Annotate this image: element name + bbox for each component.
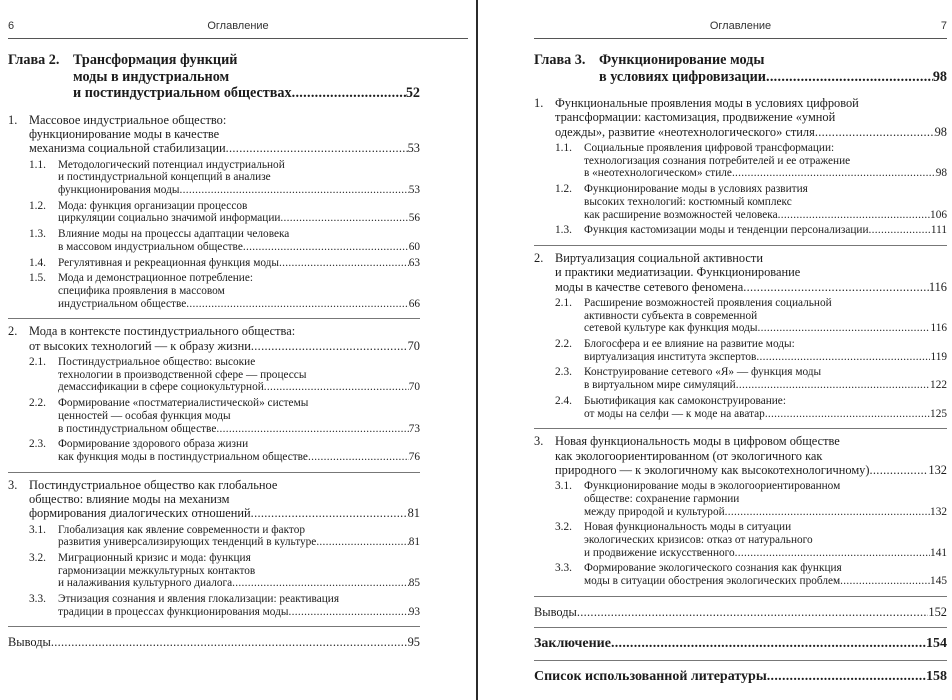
page-number: 6 xyxy=(8,20,15,32)
page-ref: 111 xyxy=(930,224,947,237)
entry-title: Формирование здорового образа жизни xyxy=(58,438,249,451)
subsection-number: 2.1. xyxy=(555,296,572,309)
dot-leader xyxy=(815,125,935,139)
toc-subsection[interactable] xyxy=(555,395,947,420)
entry-title: циркуляции социально значимой информации xyxy=(58,212,281,225)
entry-title: виртуализация института экспертов xyxy=(584,350,757,363)
entry-title: механизма социальной стабилизации xyxy=(29,141,226,156)
entry-body xyxy=(599,52,947,85)
entry-title: Функционирование моды xyxy=(599,52,765,68)
toc-subsection[interactable] xyxy=(555,562,947,587)
toc-subsection[interactable] xyxy=(29,356,420,394)
table-of-contents xyxy=(534,52,947,685)
subsection-number: 1.5. xyxy=(29,272,46,285)
toc-line xyxy=(555,280,947,294)
dot-leader xyxy=(778,209,930,222)
page-ref: 81 xyxy=(407,506,420,521)
entry-title: между природой и культурой xyxy=(584,505,725,518)
toc-line xyxy=(584,224,947,237)
entry-body xyxy=(584,480,947,518)
page-ref: 70 xyxy=(408,381,420,394)
conclusions-entry[interactable] xyxy=(8,635,420,649)
entry-title: индустриальном обществе xyxy=(58,297,187,310)
section-divider xyxy=(534,596,947,597)
toc-section[interactable] xyxy=(534,251,947,294)
entry-body xyxy=(584,366,947,391)
toc-line xyxy=(584,506,947,519)
entry-body xyxy=(58,159,420,197)
entry-body xyxy=(58,397,420,435)
toc-subsection[interactable] xyxy=(555,297,947,335)
toc-subsection[interactable] xyxy=(555,480,947,518)
entry-title: моды в качестве сетевого феномена xyxy=(555,279,744,294)
section-number: 1. xyxy=(8,112,18,127)
section-number: 3. xyxy=(8,477,18,492)
entry-body xyxy=(29,113,420,156)
section-divider xyxy=(534,245,947,246)
section-divider xyxy=(8,626,420,627)
toc-line xyxy=(58,241,420,254)
dot-leader xyxy=(735,547,930,560)
header-title: Оглавление xyxy=(207,20,269,32)
entry-title: Мода в контексте постиндустриального общества: xyxy=(29,324,296,339)
subsection-number: 3.2. xyxy=(555,521,572,534)
entry-body xyxy=(58,593,420,618)
entry-title: высоких технологий: костюмный комплекс xyxy=(584,195,792,208)
toc-section[interactable] xyxy=(8,478,420,521)
section-number: 1. xyxy=(534,96,544,111)
subsection-number: 1.3. xyxy=(29,228,46,241)
dot-leader xyxy=(216,423,408,436)
page-ref: 70 xyxy=(407,338,420,353)
entry-body xyxy=(58,200,420,225)
entry-title: Функционирование моды в экологоориентированном xyxy=(584,480,841,493)
conclusion-chapter-entry[interactable] xyxy=(534,636,947,652)
dot-leader xyxy=(186,298,408,311)
entry-title: как экологоориентированном (от экологичного как xyxy=(555,448,823,463)
toc-subsection[interactable] xyxy=(29,200,420,225)
toc-line xyxy=(58,423,420,436)
running-header xyxy=(8,20,468,36)
conclusions-entry[interactable] xyxy=(534,605,947,619)
toc-line xyxy=(58,381,420,394)
entry-title: Социальные проявления цифровой трансформации: xyxy=(584,142,835,155)
entry-title: в постиндустриальном обществе xyxy=(58,422,217,435)
toc-line xyxy=(584,408,947,421)
entry-body xyxy=(58,257,420,270)
page-ref: 73 xyxy=(408,422,420,435)
toc-subsection[interactable] xyxy=(29,272,420,310)
page-ref: 95 xyxy=(407,635,420,650)
entry-title: и налаживания культурного диалога xyxy=(58,577,233,590)
dot-leader xyxy=(279,257,409,270)
entry-title: специфика проявления в массовом xyxy=(58,285,225,297)
section-divider xyxy=(534,428,947,429)
page-ref: 98 xyxy=(934,124,947,139)
dot-leader xyxy=(243,241,409,254)
dot-leader xyxy=(732,167,936,180)
entry-title: как функция моды в постиндустриальном обществе xyxy=(58,450,308,463)
running-header xyxy=(534,20,947,36)
dot-leader xyxy=(308,451,409,464)
page-ref: 158 xyxy=(926,669,947,685)
toc-line xyxy=(58,536,420,549)
subsection-number: 3.2. xyxy=(29,551,46,564)
toc-line xyxy=(534,669,947,685)
dot-leader xyxy=(765,408,930,421)
subsection-number: 2.2. xyxy=(29,397,46,410)
entry-body xyxy=(555,434,947,477)
toc-line xyxy=(58,184,420,197)
subsection-number: 2.3. xyxy=(29,438,46,451)
entry-title: развития универсализирующих тенденций в культуре xyxy=(58,536,317,549)
entry-title: Выводы xyxy=(534,604,577,619)
entry-body xyxy=(58,228,420,253)
page-ref: 93 xyxy=(408,605,420,618)
page-ref: 132 xyxy=(930,505,947,518)
entry-title: Трансформация функций xyxy=(73,52,238,68)
header-rule xyxy=(534,38,947,39)
entry-title: технологии в производственной сфере — процессы xyxy=(58,368,307,381)
toc-section[interactable] xyxy=(8,324,420,353)
toc-section[interactable] xyxy=(534,96,947,139)
entry-title: природного — к экологичному как высокотехнологичному) xyxy=(555,462,870,477)
page-ref: 145 xyxy=(930,575,947,588)
dot-leader xyxy=(840,575,930,588)
entry-title: Выводы xyxy=(8,635,51,650)
entry-title: обществе: сохранение гармонии xyxy=(584,492,740,505)
entry-body xyxy=(29,324,420,353)
chapter-heading[interactable] xyxy=(534,52,947,85)
entry-title: Расширение возможностей проявления социальной xyxy=(584,296,832,309)
entry-title: Бьютификация как самоконструирование: xyxy=(584,394,786,407)
dot-leader xyxy=(756,351,930,364)
toc-line xyxy=(8,635,420,649)
toc-subsection[interactable] xyxy=(29,438,420,463)
page-ref: 63 xyxy=(408,256,420,269)
subsection-number: 2.1. xyxy=(29,356,46,368)
page-ref: 81 xyxy=(408,536,420,549)
dot-leader xyxy=(577,605,929,619)
entry-title: активности субъекта в современной xyxy=(584,309,758,322)
toc-line xyxy=(584,547,947,560)
dot-leader xyxy=(766,69,933,86)
toc-subsection[interactable] xyxy=(29,397,420,435)
entry-title: Формирование экологического сознания как функция xyxy=(584,562,842,575)
entry-body xyxy=(584,521,947,559)
page-ref: 56 xyxy=(408,212,420,225)
toc-subsection[interactable] xyxy=(29,159,420,197)
entry-title: Мода и демонстрационное потребление: xyxy=(58,272,253,285)
page-ref: 154 xyxy=(926,636,947,652)
page-ref: 52 xyxy=(405,85,420,102)
page-ref: 119 xyxy=(930,350,947,363)
toc-subsection[interactable] xyxy=(555,224,947,237)
section-number: 3. xyxy=(534,434,544,449)
toc-subsection[interactable] xyxy=(555,183,947,221)
entry-title: Новая функциональность моды в ситуации xyxy=(584,521,792,534)
entry-title: Функция кастомизации моды и тенденции персонализации xyxy=(584,224,869,237)
toc-section[interactable] xyxy=(8,113,420,156)
page-ref: 98 xyxy=(932,68,947,85)
toc-subsection[interactable] xyxy=(29,228,420,253)
toc-subsection[interactable] xyxy=(29,593,420,618)
toc-line xyxy=(584,379,947,392)
section-divider xyxy=(8,318,420,319)
toc-subsection[interactable] xyxy=(555,366,947,391)
entry-title: трансформации: кастомизация, продвижение «умной xyxy=(555,110,836,125)
dot-leader xyxy=(725,506,930,519)
dot-leader xyxy=(743,280,929,294)
dot-leader xyxy=(264,381,409,394)
page-ref: 53 xyxy=(407,141,420,156)
header-rule xyxy=(8,38,468,39)
section-divider xyxy=(534,627,947,628)
page-ref: 106 xyxy=(930,208,947,221)
toc-subsection[interactable] xyxy=(29,552,420,590)
entry-body xyxy=(58,524,420,549)
entry-title: и постиндустриальной концепций в анализе xyxy=(58,171,271,184)
entry-title: в «неотехнологическом» стиле xyxy=(584,167,732,180)
right-page xyxy=(478,0,952,700)
page-ref: 116 xyxy=(928,279,947,294)
entry-title: Виртуализация социальной активности xyxy=(555,251,763,265)
entry-title: и продвижение искусственного xyxy=(584,546,735,559)
chapter-label: Глава 2. xyxy=(8,52,60,68)
entry-body xyxy=(584,224,947,237)
toc-line xyxy=(29,506,420,520)
page-ref: 132 xyxy=(928,462,947,477)
toc-line xyxy=(58,606,420,619)
subsection-number: 1.2. xyxy=(555,183,572,196)
toc-line xyxy=(58,451,420,464)
entry-body xyxy=(584,338,947,363)
toc-line xyxy=(29,141,420,155)
dot-leader xyxy=(280,212,408,225)
entry-title: Функционирование моды в условиях развития xyxy=(584,183,808,196)
page-ref: 76 xyxy=(408,450,420,463)
toc-subsection[interactable] xyxy=(555,142,947,180)
entry-title: Постиндустриальное общество как глобальное xyxy=(29,477,278,492)
entry-title: Глобализация как явление современности и фактор xyxy=(58,523,305,536)
entry-body xyxy=(73,52,420,102)
entry-body xyxy=(29,478,420,521)
subsection-number: 1.4. xyxy=(29,256,46,269)
subsection-number: 3.1. xyxy=(555,480,572,493)
entry-title: в условиях цифровизации xyxy=(599,68,766,85)
entry-title: одежды», развитие «неотехнологического» стиля xyxy=(555,124,815,139)
entry-title: общество: влияние моды на механизм xyxy=(29,491,230,506)
entry-title: Этнизация сознания и явления глокализации: реактивация xyxy=(58,593,340,606)
bibliography-entry[interactable] xyxy=(534,669,947,685)
entry-title: Массовое индустриальное общество: xyxy=(29,112,227,127)
entry-title: и практики медиатизации. Функционирование xyxy=(555,265,801,280)
dot-leader xyxy=(292,85,406,102)
entry-title: Методологический потенциал индустриальной xyxy=(58,158,285,171)
entry-title: как расширение возможностей человека xyxy=(584,208,778,221)
entry-title: демассификации в сфере социокультурной xyxy=(58,381,264,394)
toc-subsection[interactable] xyxy=(555,338,947,363)
subsection-number: 2.4. xyxy=(555,394,572,407)
chapter-label: Глава 3. xyxy=(534,52,586,68)
entry-body xyxy=(555,251,947,294)
entry-title: Конструирование сетевого «Я» — функция моды xyxy=(584,366,822,379)
subsection-number: 1.2. xyxy=(29,199,46,212)
entry-body xyxy=(584,297,947,335)
entry-title: функционирование моды в качестве xyxy=(29,127,220,142)
section-divider xyxy=(8,472,420,473)
dot-leader xyxy=(736,379,930,392)
subsection-number: 2.3. xyxy=(555,366,572,379)
entry-title: сетевой культуре как функция моды xyxy=(584,322,758,335)
toc-line xyxy=(584,351,947,364)
toc-line xyxy=(58,298,420,311)
toc-line xyxy=(58,577,420,590)
entry-title: Формирование «постматериалистической» системы xyxy=(58,397,309,410)
entry-title: ценностей — особая функция моды xyxy=(58,409,231,422)
entry-title: формирования диалогических отношений xyxy=(29,506,251,521)
subsection-number: 3.3. xyxy=(555,562,572,575)
dot-leader xyxy=(767,669,926,685)
entry-title: экологических кризисов: отказ от натурального xyxy=(584,533,813,546)
toc-line xyxy=(555,463,947,477)
entry-title: Список использованной литературы xyxy=(534,669,767,685)
page-ref: 66 xyxy=(408,297,420,310)
section-number: 2. xyxy=(8,324,18,339)
dot-leader xyxy=(51,635,408,649)
toc-line xyxy=(58,257,420,270)
entry-title: в виртуальном мире симуляций xyxy=(584,379,736,392)
entry-body xyxy=(584,183,947,221)
page-ref: 116 xyxy=(930,322,947,335)
chapter-heading[interactable] xyxy=(8,52,420,102)
subsection-number: 1.3. xyxy=(555,224,572,237)
entry-title: Функциональные проявления моды в условиях цифровой xyxy=(555,96,859,111)
dot-leader xyxy=(288,606,408,619)
toc-subsection[interactable] xyxy=(29,524,420,549)
subsection-number: 2.2. xyxy=(555,338,572,350)
toc-line xyxy=(534,605,947,619)
entry-title: моды в ситуации обострения экологических проблем xyxy=(584,575,841,588)
dot-leader xyxy=(251,506,408,520)
entry-title: традиции в процессах функционирования моды xyxy=(58,605,289,618)
toc-subsection[interactable] xyxy=(555,521,947,559)
dot-leader xyxy=(226,141,408,155)
entry-title: Заключение xyxy=(534,636,611,652)
toc-line xyxy=(599,69,947,86)
entry-title: Влияние моды на процессы адаптации человека xyxy=(58,228,290,241)
page-ref: 141 xyxy=(930,546,947,559)
entry-title: Постиндустриальное общество: высокие xyxy=(58,356,256,368)
page-ref: 98 xyxy=(935,167,947,180)
toc-line xyxy=(73,85,420,102)
subsection-number: 3.1. xyxy=(29,523,46,536)
header-title: Оглавление xyxy=(709,20,772,32)
entry-title: от высоких технологий — к образу жизни xyxy=(29,338,251,353)
toc-line xyxy=(584,322,947,335)
entry-body xyxy=(58,272,420,310)
dot-leader xyxy=(251,339,408,353)
subsection-number: 3.3. xyxy=(29,593,46,606)
subsection-number: 1.1. xyxy=(555,142,572,155)
section-divider xyxy=(534,660,947,661)
entry-body xyxy=(58,552,420,590)
dot-leader xyxy=(611,636,926,652)
dot-leader xyxy=(232,577,409,590)
entry-title: и постиндустриальном обществах xyxy=(73,85,292,102)
table-of-contents xyxy=(8,52,420,650)
toc-line xyxy=(534,636,947,652)
entry-title: Новая функциональность моды в цифровом обществе xyxy=(555,434,840,449)
dot-leader xyxy=(870,463,929,477)
page-ref: 125 xyxy=(930,407,947,420)
entry-title: технологизация сознания потребителей и ее отражение xyxy=(584,154,851,167)
page-ref: 85 xyxy=(408,577,420,590)
entry-body xyxy=(584,142,947,180)
toc-section[interactable] xyxy=(534,434,947,477)
section-number: 2. xyxy=(534,251,544,265)
entry-title: Мода: функция организации процессов xyxy=(58,199,248,212)
entry-body xyxy=(584,562,947,587)
entry-title: от моды на селфи — к моде на аватар xyxy=(584,407,765,420)
entry-body xyxy=(555,96,947,139)
page-ref: 152 xyxy=(928,604,947,619)
entry-title: моды в индустриальном xyxy=(73,68,230,85)
toc-subsection[interactable] xyxy=(29,257,420,270)
entry-title: функционирования моды xyxy=(58,184,180,197)
entry-body xyxy=(58,438,420,463)
toc-line xyxy=(584,575,947,588)
subsection-number: 1.1. xyxy=(29,158,46,171)
entry-title: гармонизации межкультурных контактов xyxy=(58,564,256,577)
dot-leader xyxy=(316,536,408,549)
page-ref: 60 xyxy=(408,240,420,253)
toc-line xyxy=(555,125,947,139)
toc-line xyxy=(584,209,947,222)
entry-title: в массовом индустриальном обществе xyxy=(58,240,243,253)
dot-leader xyxy=(757,322,930,335)
entry-title: Блогосфера и ее влияние на развитие моды: xyxy=(584,338,795,350)
entry-title: Миграционный кризис и мода: функция xyxy=(58,551,251,564)
toc-line xyxy=(584,167,947,180)
entry-body xyxy=(58,356,420,394)
page-number: 7 xyxy=(940,20,947,32)
dot-leader xyxy=(869,224,931,237)
toc-line xyxy=(29,339,420,353)
dot-leader xyxy=(179,184,408,197)
page-ref: 53 xyxy=(408,184,420,197)
entry-body xyxy=(584,395,947,420)
toc-line xyxy=(58,212,420,225)
entry-title: Регулятивная и рекреационная функция моды xyxy=(58,256,280,269)
page-ref: 122 xyxy=(930,379,947,392)
